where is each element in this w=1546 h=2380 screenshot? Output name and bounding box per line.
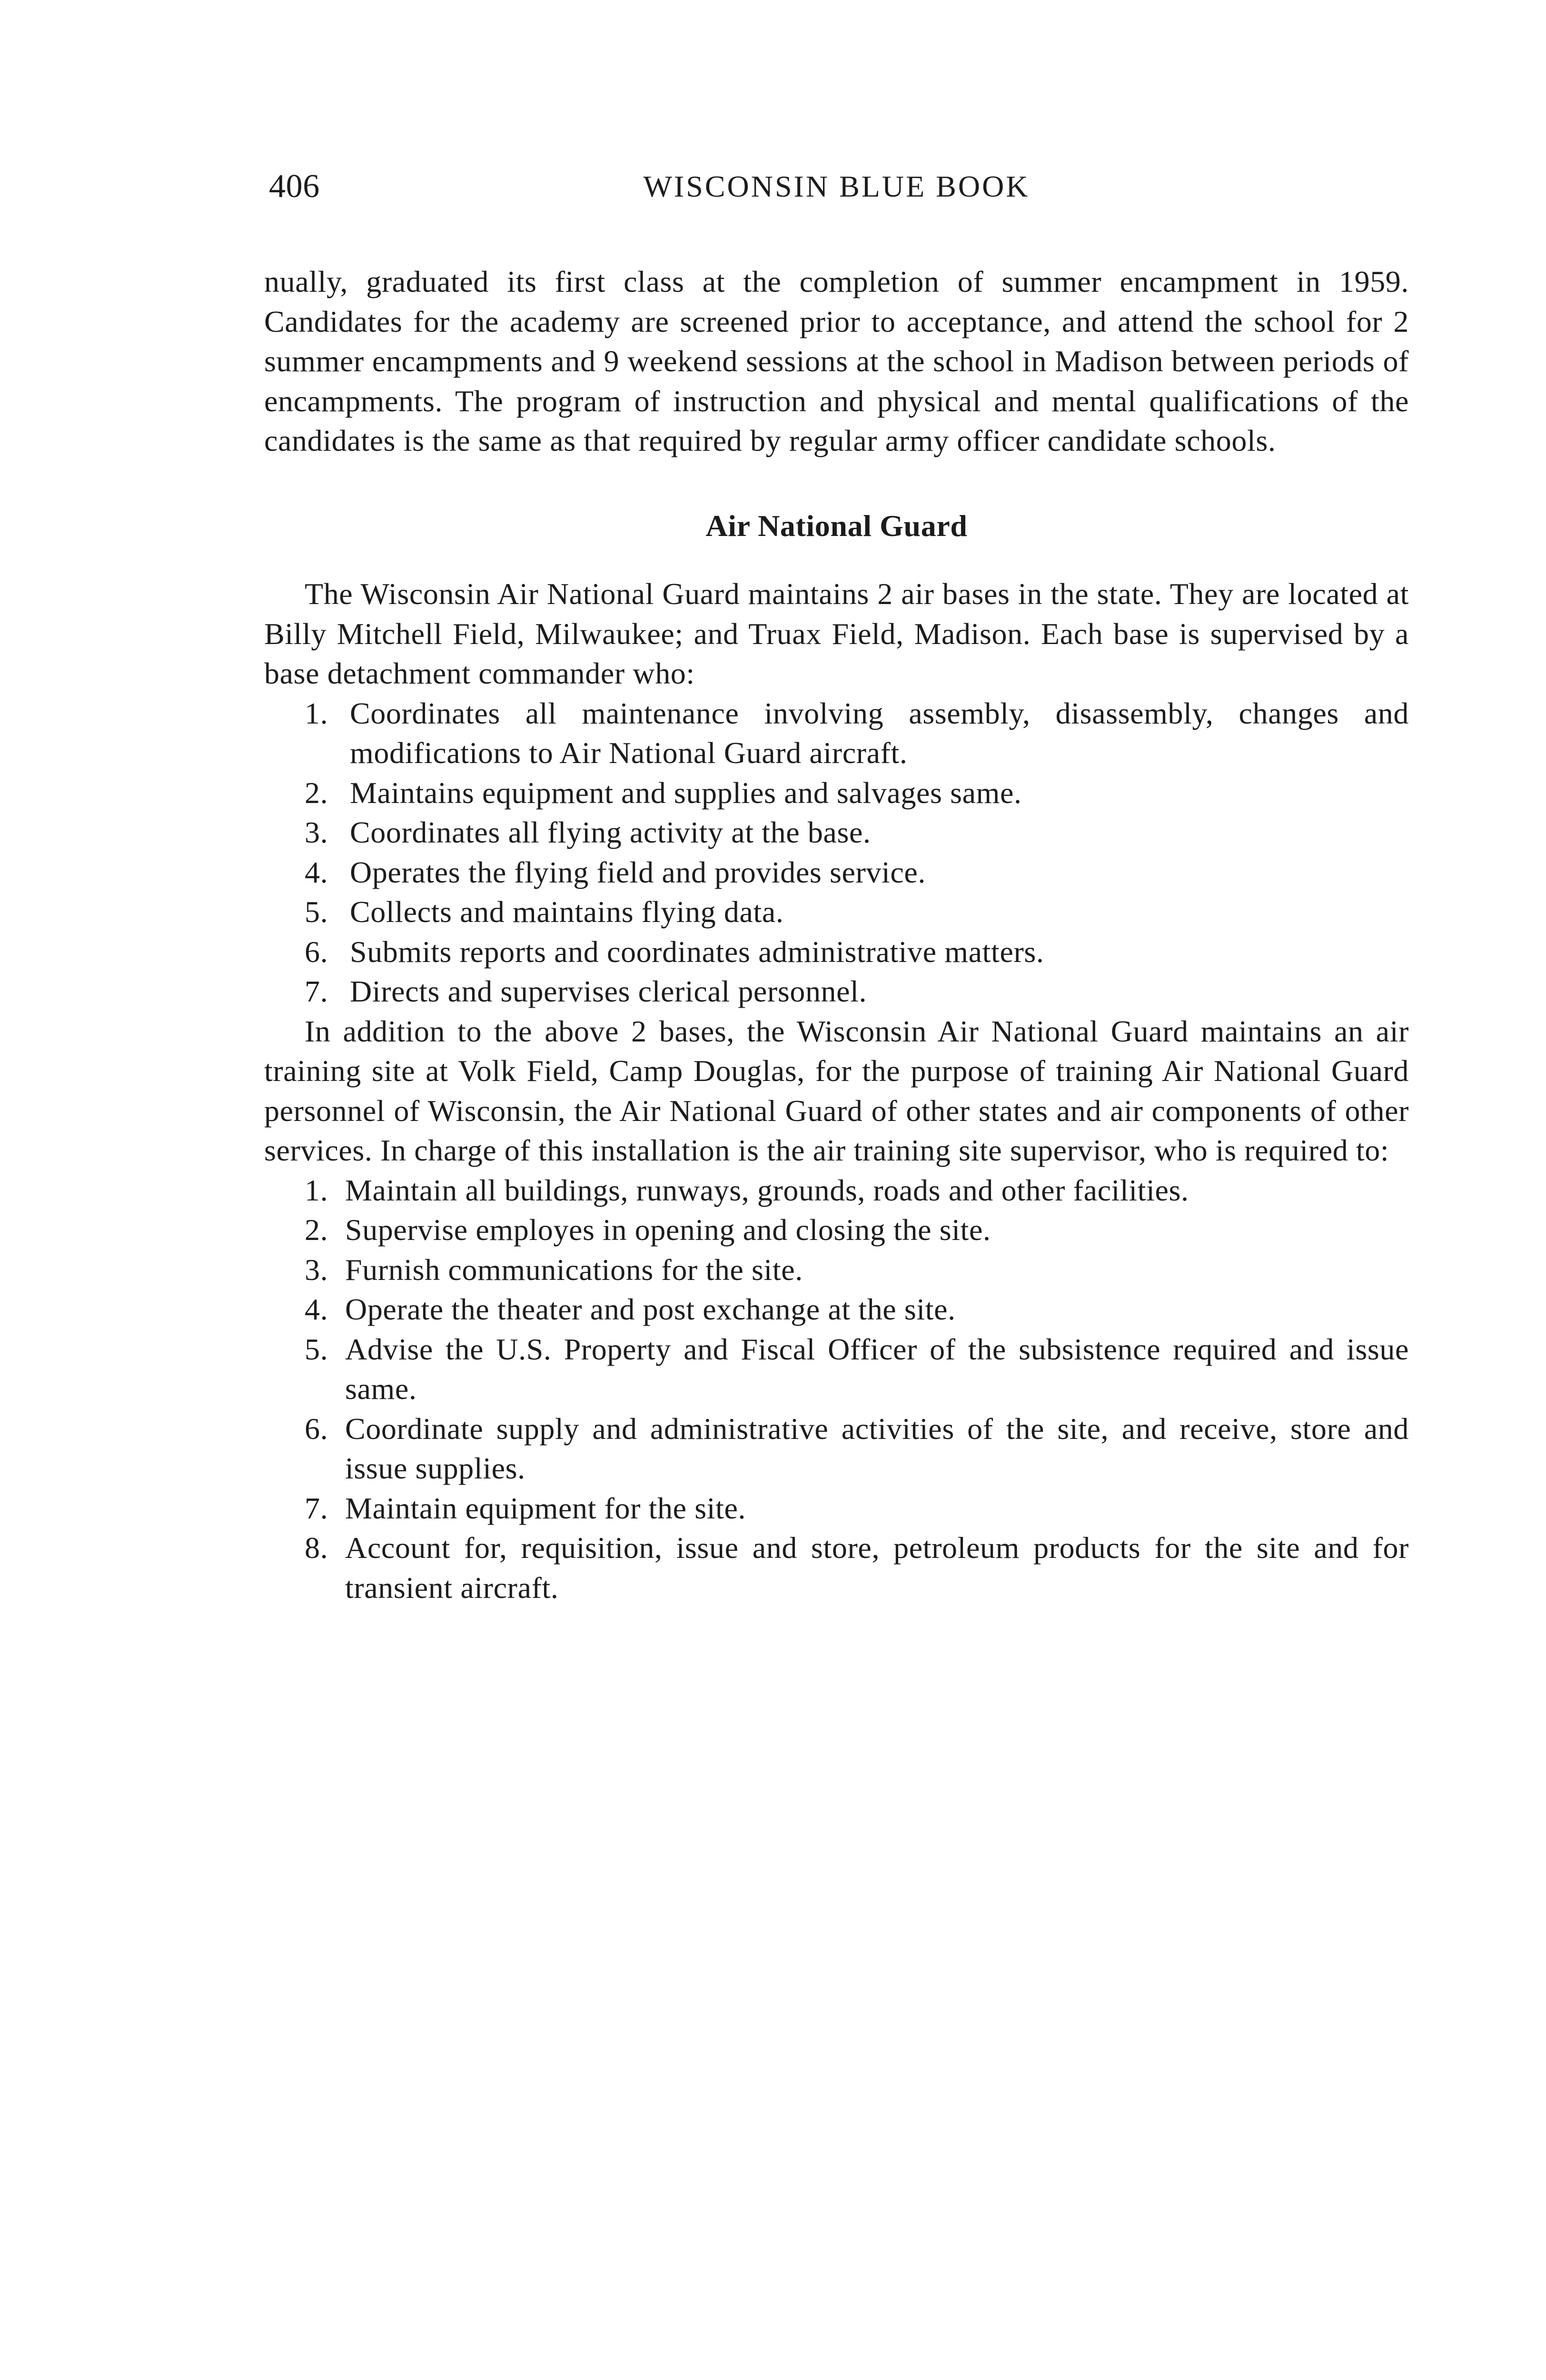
base-duties-list [264,694,1409,1012]
list-item: 8. Account for, requisition, issue and store, petroleum products for the site and for transient aircraft. [305,1531,1409,1605]
list-item: 7. Maintain equipment for the site. [305,1491,746,1525]
list-item: 6. Coordinate supply and administrative activities of the site, and receive, store and issue supplies. [305,1411,1409,1485]
supervisor-duties-list [264,1170,1409,1608]
list-item: 5. Advise the U.S. Property and Fiscal Officer of the subsistence required and issue same. [305,1332,1409,1406]
list-item: 2. Supervise employes in opening and closing the site. [305,1213,991,1247]
book-title: WISCONSIN BLUE BOOK [643,169,1030,203]
list-item: 6. Submits reports and coordinates administrative matters. [305,934,1044,969]
section-heading: Air National Guard [705,508,968,543]
page-number: 406 [269,168,320,205]
list-item: 4. Operates the flying field and provides service. [305,855,926,889]
list-item: 3. Furnish communications for the site. [305,1252,803,1287]
list-item: 5. Collects and maintains flying data. [305,895,784,929]
list-item: 4. Operate the theater and post exchange at the site. [305,1292,956,1326]
running-header [264,167,1409,209]
continued-paragraph: nually, graduated its first class at the completion of summer encampment in 1959. Candidates for the academy are screened prior to acceptance, and attend the school for 2 summer encampments and 9 weekend sessions at the school in Madison between periods of encampments. The program of instruction and physical and mental qualifications of the candidates is the same as that required by regular army officer candidate schools. [264,265,1409,457]
list-item: 7. Directs and supervises clerical personnel. [305,974,867,1008]
intro-paragraph: The Wisconsin Air National Guard maintains 2 air bases in the state. They are located at Billy Mitchell Field, Milwaukee; and Truax Field, Madison. Each base is supervised by a base detachment commander who: [264,577,1409,690]
list-item: 1. Maintain all buildings, runways, grounds, roads and other facilities. [305,1173,1189,1207]
list-item: 1. Coordinates all maintenance involving assembly, disassembly, changes and modifications to Air National Guard aircraft. [305,696,1409,770]
list-item: 3. Coordinates all flying activity at the base. [305,815,871,849]
training-site-paragraph: In addition to the above 2 bases, the Wisconsin Air National Guard maintains an air training site at Volk Field, Camp Douglas, for the purpose of training Air National Guard personnel of Wisconsin, the Air National Guard of other states and air components of other services. In charge of this installation is the air training site supervisor, who is required to: [264,1014,1409,1167]
document-page [264,167,1409,1607]
list-item: 2. Maintains equipment and supplies and salvages same. [305,775,1022,810]
